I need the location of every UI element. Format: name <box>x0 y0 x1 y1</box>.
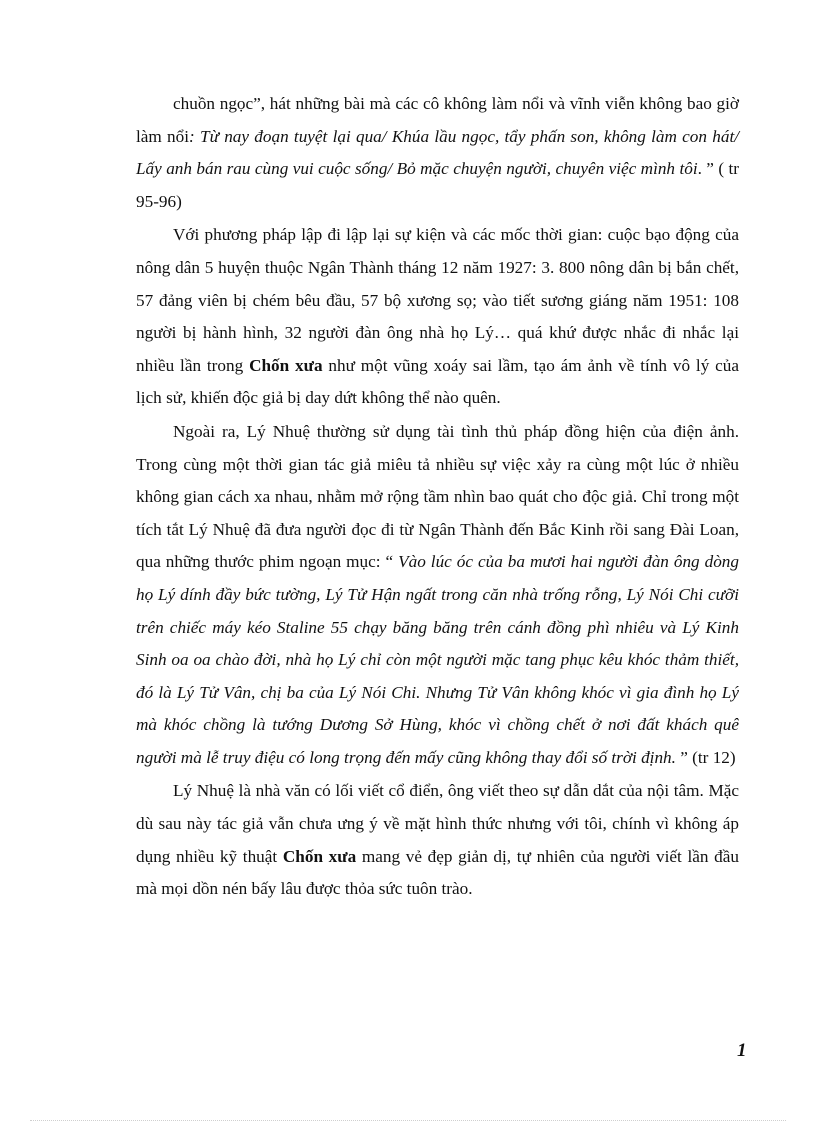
page-number: 1 <box>737 1040 747 1061</box>
paragraph-1-citation: . ” ( tr 95-96) <box>136 159 739 211</box>
paragraph-1-quote: : Từ nay đoạn tuyệt lại qua/ Khúa lầu ngọc, tẩy phấn son, không làm con hát/ Lấy anh bán rau cùng vui cuộc sống/ Bỏ mặc chuyện người, chuyên việc mình tôi <box>136 126 740 179</box>
footer-divider <box>30 1120 786 1121</box>
document-page <box>136 88 739 907</box>
paragraph-2-text-end: như một vũng xoáy sai lầm, tạo ám ảnh về tính vô lý của lịch sử, khiến độc giả bị day dứt không thể nào quên. <box>136 355 739 408</box>
paragraph-1 <box>136 88 739 218</box>
paragraph-4-text-end: mang vẻ đẹp giản dị, tự nhiên của người viết lần đầu mà mọi dồn nén bấy lâu được thỏa sức tuôn trào. <box>136 846 739 899</box>
paragraph-2-text: Với phương pháp lập đi lập lại sự kiện và các mốc thời gian: cuộc bạo động của nông dân 5 huyện thuộc Ngân Thành tháng 12 năm 1927: 3. 800 nông dân bị bắn chết, 57 đảng viên bị chém bêu đầu, 57 bộ xương sọ; vào tiết sương giáng năm 1951: 108 người bị hành hình, 32 người đàn ông nhà họ Lý… quá khứ được nhắc đi nhắc lại nhiều lần trong <box>136 225 739 375</box>
paragraph-1-text: chuồn ngọc”, hát những bài mà các cô không làm nổi và vĩnh viễn không bao giờ làm nổi <box>136 94 739 146</box>
paragraph-4-book-title: Chốn xưa <box>282 846 357 866</box>
paragraph-3-quote: Vào lúc óc của ba mươi hai người đàn ông dòng họ Lý dính đầy bức tường, Lý Tử Hận ngất trong căn nhà trống rỗng, Lý Nói Chi cưỡi trên chiếc máy kéo Staline 55 chạy băng băng trên cánh đồng phì nhiêu và Lý Kinh Sinh oa oa chào đời, nhà họ Lý chỉ còn một người mặc tang phục kêu khóc thảm thiết, đó là Lý Tử Vân, chị ba của Lý Nói Chi. Nhưng Tử Vân không khóc vì gia đình họ Lý mà khóc chồng là tướng Dương Sở Hùng, khóc vì chồng chết ở nơi đất khách quê người mà lễ truy điệu có long trọng đến mấy cũng không thay đổi số trời định. <box>136 552 739 767</box>
paragraph-3 <box>136 416 739 775</box>
paragraph-3-text: Ngoài ra, Lý Nhuệ thường sử dụng tài tình thủ pháp đồng hiện của điện ảnh. Trong cùng một thời gian tác giả miêu tả nhiều sự việc xảy ra cùng một lúc ở nhiều không gian cách xa nhau, nhằm mở rộng tầm nhìn bao quát cho độc giả. Chỉ trong một tích tắt Lý Nhuệ đã đưa người đọc đi từ Ngân Thành đến Bắc Kinh rồi sang Đài Loan, qua những thước phim ngoạn mục: “ <box>136 421 739 572</box>
paragraph-2-book-title: Chốn xưa <box>249 355 323 375</box>
paragraph-4 <box>136 775 739 905</box>
paragraph-3-citation: ” (tr 12) <box>675 747 736 767</box>
paragraph-2 <box>136 219 739 415</box>
paragraph-4-text: Lý Nhuệ là nhà văn có lối viết cổ điển, ông viết theo sự dẫn dắt của nội tâm. Mặc dù sau này tác giả vẫn chưa ưng ý về mặt hình thức nhưng với tôi, chính vì không áp dụng nhiều kỹ thuật <box>136 781 739 866</box>
